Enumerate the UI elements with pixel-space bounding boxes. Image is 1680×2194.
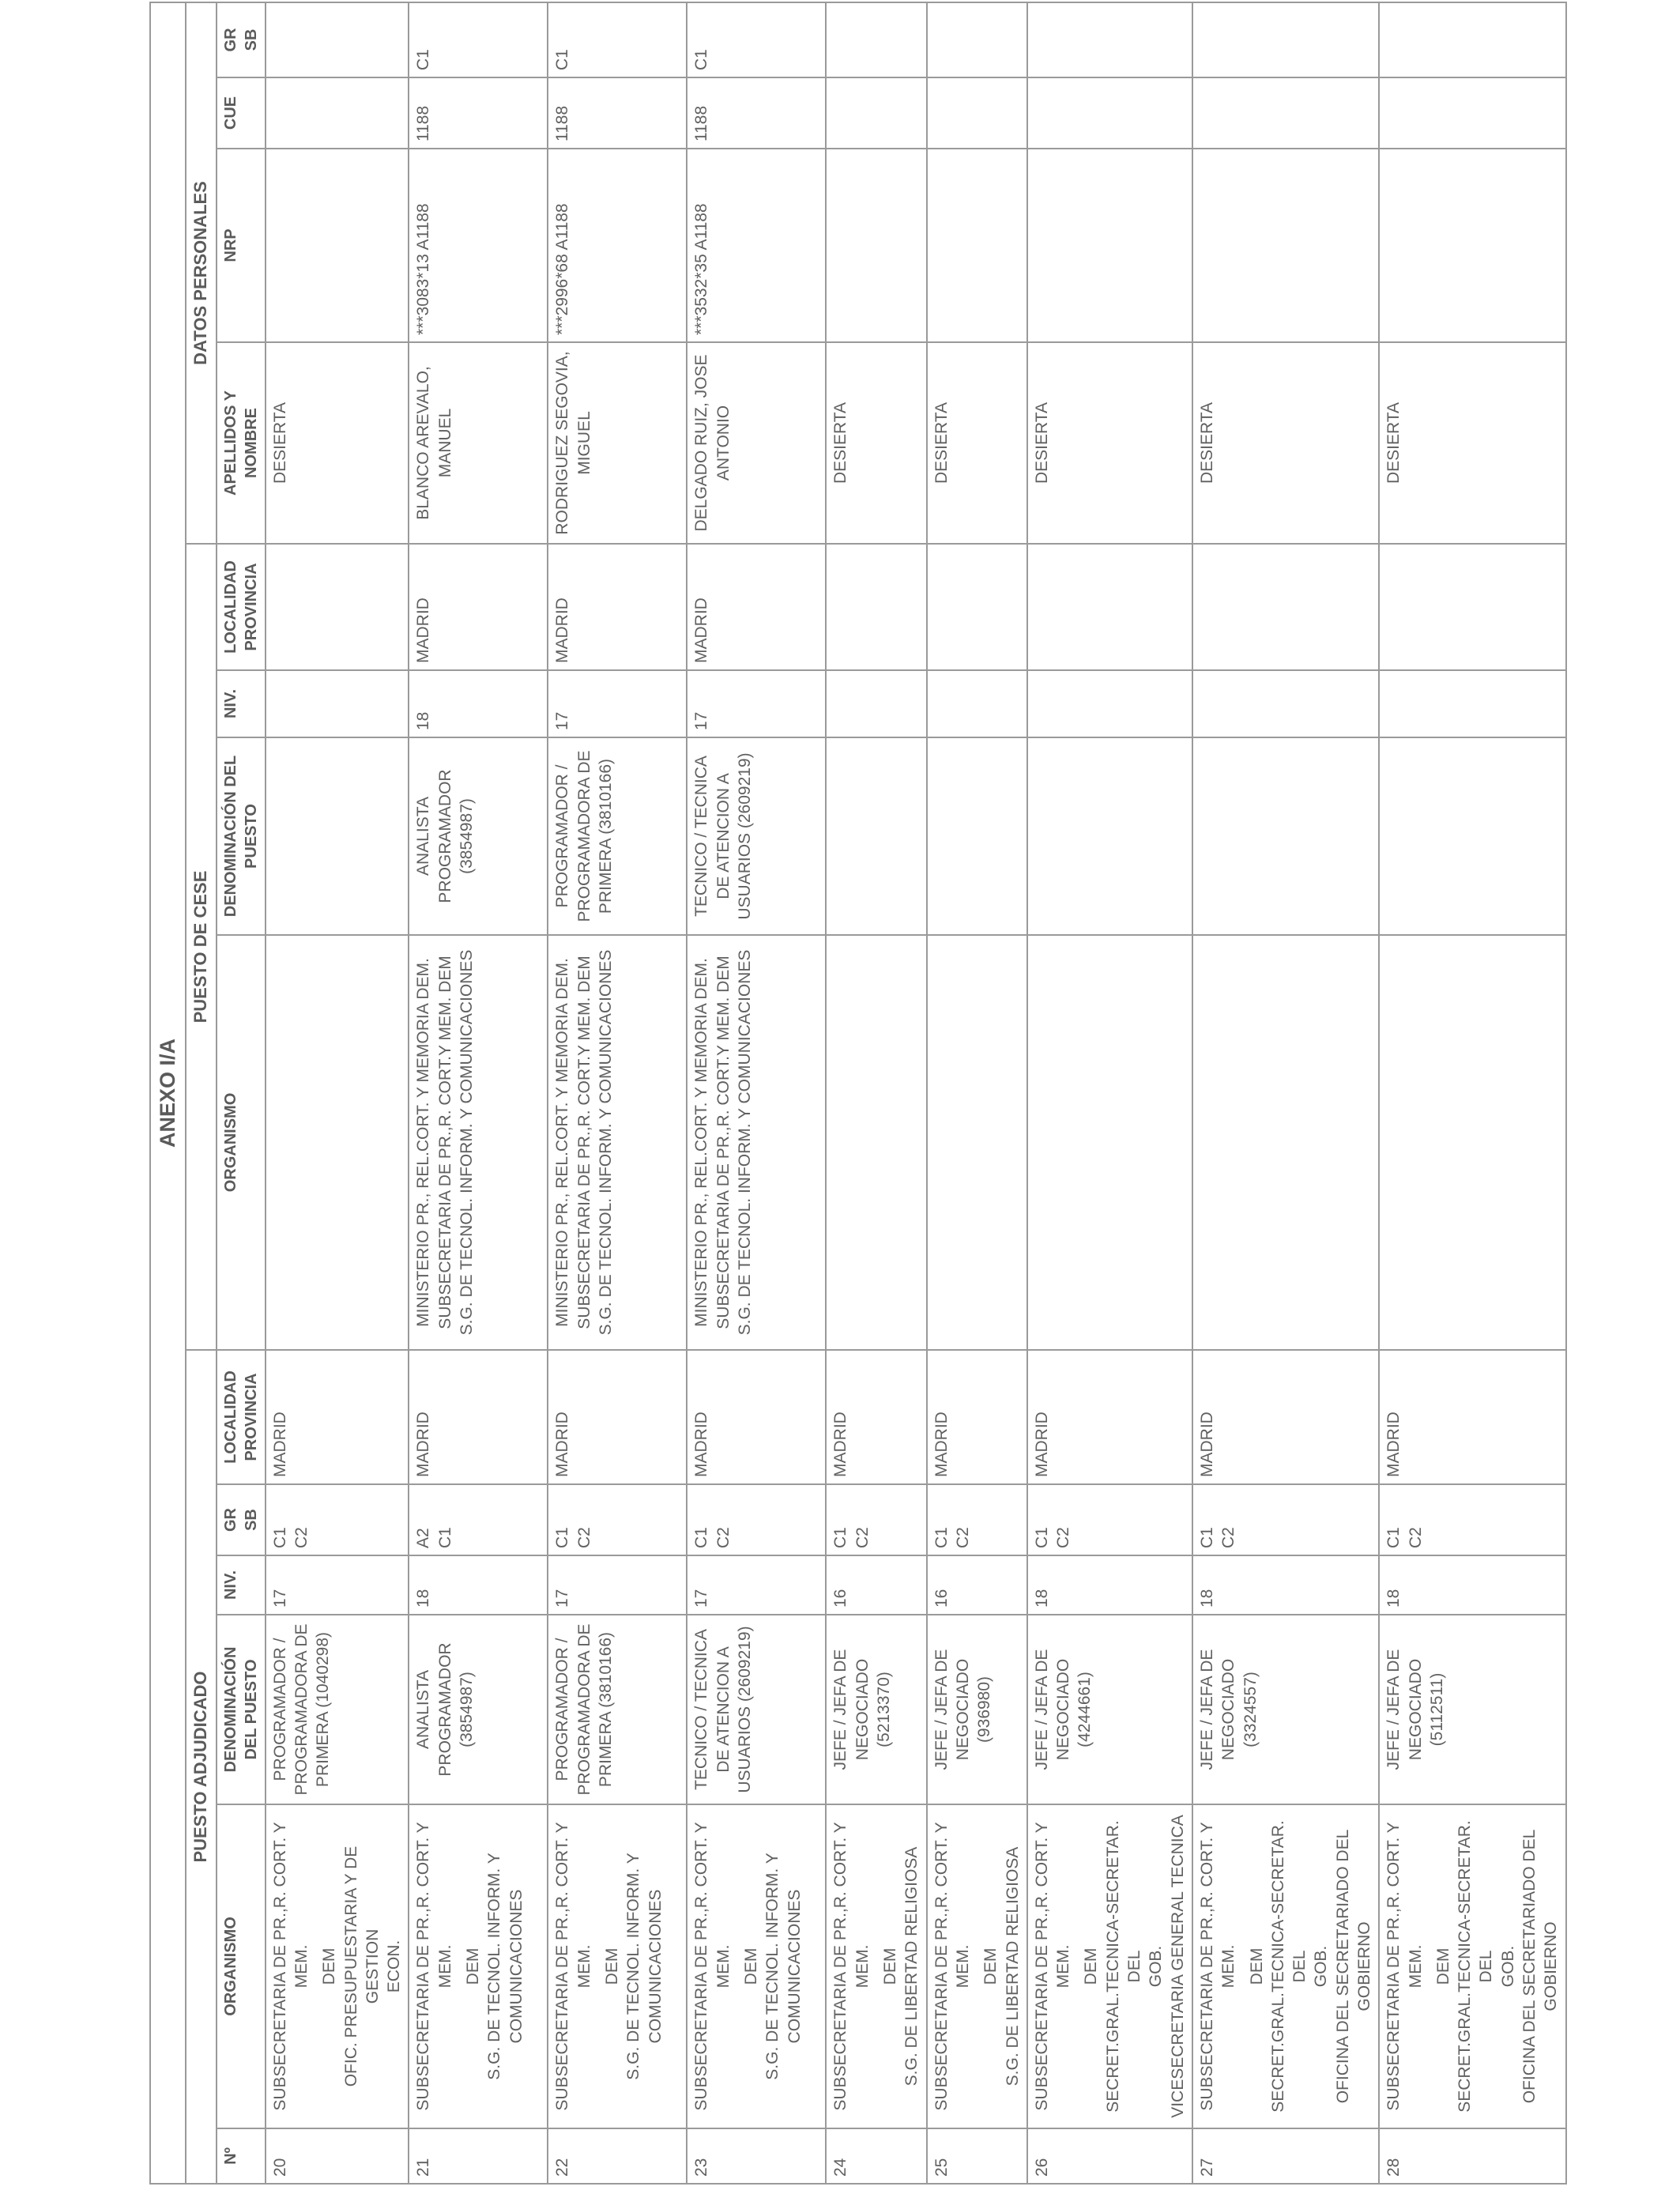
cese-denominacion: TECNICO / TECNICA DE ATENCION A USUARIOS (2609219) [687,737,826,935]
adj-organismo: SUBSECRETARIA DE PR.,R. CORT. Y MEM. DEM SECRET.GRAL.TECNICA-SECRETAR. DEL GOB. VICESECRETARIA GENERAL TECNICA [1027,1804,1192,2128]
col-cue: CUE [217,77,266,149]
cese-organismo [826,935,926,1350]
col-apellidos-nombre: APELLIDOS Y NOMBRE [217,342,266,544]
row-number: 23 [687,2128,826,2184]
nrp: ***3083*13 A1188 [409,149,548,342]
row-number: 25 [927,2128,1027,2184]
cese-localidad: MADRID [548,544,687,670]
group-puesto-adjudicado: PUESTO ADJUDICADO [186,1350,217,2184]
cue: 1188 [687,77,826,149]
nrp [1192,149,1379,342]
adj-nivel: 18 [1379,1555,1565,1615]
adj-organismo: SUBSECRETARIA DE PR.,R. CORT. Y MEM. DEM S.G. DE TECNOL. INFORM. Y COMUNICACIONES [548,1804,687,2128]
table-row [548,2,687,2184]
group-puesto-cese: PUESTO DE CESE [186,544,217,1350]
cese-organismo: MINISTERIO PR., REL.CORT. Y MEMORIA DEM. SUBSECRETARIA DE PR.,R. CORT.Y MEM. DEM S.G. DE TECNOL. INFORM. Y COMUNICACIONES [548,935,687,1350]
adj-gr-sb: A2 C1 [409,1484,548,1555]
adj-organismo: SUBSECRETARIA DE PR.,R. CORT. Y MEM. DEM S.G. DE TECNOL. INFORM. Y COMUNICACIONES [409,1804,548,2128]
cese-nivel [826,670,926,737]
cue [1192,77,1379,149]
nrp [826,149,926,342]
adj-gr-sb: C1 C2 [1027,1484,1192,1555]
cese-localidad [1192,544,1379,670]
row-number: 20 [266,2128,409,2184]
row-number: 27 [1192,2128,1379,2184]
cese-localidad [826,544,926,670]
adj-nivel: 17 [548,1555,687,1615]
adj-denominacion: JEFE / JEFA DE NEGOCIADO (5112511) [1379,1615,1565,1804]
gr-sb: C1 [409,2,548,77]
adj-denominacion: TECNICO / TECNICA DE ATENCION A USUARIOS (2609219) [687,1615,826,1804]
cese-nivel [1192,670,1379,737]
cue [826,77,926,149]
table-row [1379,2,1565,2184]
adj-organismo: SUBSECRETARIA DE PR.,R. CORT. Y MEM. DEM SECRET.GRAL.TECNICA-SECRETAR. DEL GOB. OFICINA DEL SECRETARIADO DEL GOBIERNO [1379,1804,1565,2128]
cue [1379,77,1565,149]
adj-localidad: MADRID [927,1350,1027,1484]
group-datos-personales: DATOS PERSONALES [186,2,217,544]
gr-sb [1379,2,1565,77]
cese-organismo: MINISTERIO PR., REL.CORT. Y MEMORIA DEM. SUBSECRETARIA DE PR.,R. CORT.Y MEM. DEM S.G. DE TECNOL. INFORM. Y COMUNICACIONES [687,935,826,1350]
col-adj-localidad: LOCALIDAD PROVINCIA [217,1350,266,1484]
cese-localidad [927,544,1027,670]
col-cese-organismo: ORGANISMO [217,935,266,1350]
adj-denominacion: JEFE / JEFA DE NEGOCIADO (5213370) [826,1615,926,1804]
cese-organismo [1192,935,1379,1350]
table-row [1027,2,1192,2184]
col-cese-denominacion: DENOMINACIÓN DEL PUESTO [217,737,266,935]
row-number: 26 [1027,2128,1192,2184]
cese-localidad [266,544,409,670]
apellidos-nombre: DELGADO RUIZ, JOSE ANTONIO [687,342,826,544]
cese-nivel [927,670,1027,737]
adj-localidad: MADRID [266,1350,409,1484]
table-row [687,2,826,2184]
adj-organismo: SUBSECRETARIA DE PR.,R. CORT. Y MEM. DEM S.G. DE TECNOL. INFORM. Y COMUNICACIONES [687,1804,826,2128]
gr-sb [927,2,1027,77]
adj-localidad: MADRID [1192,1350,1379,1484]
cue [1027,77,1192,149]
gr-sb: C1 [548,2,687,77]
apellidos-nombre: DESIERTA [1192,342,1379,544]
adj-organismo: SUBSECRETARIA DE PR.,R. CORT. Y MEM. DEM S.G. DE LIBERTAD RELIGIOSA [826,1804,926,2128]
apellidos-nombre: DESIERTA [1379,342,1565,544]
gr-sb [1192,2,1379,77]
adj-localidad: MADRID [548,1350,687,1484]
adj-denominacion: JEFE / JEFA DE NEGOCIADO (936980) [927,1615,1027,1804]
row-number: 24 [826,2128,926,2184]
col-adj-denominacion: DENOMINACIÓN DEL PUESTO [217,1615,266,1804]
adj-localidad: MADRID [687,1350,826,1484]
table-body [266,2,1566,2184]
adj-organismo: SUBSECRETARIA DE PR.,R. CORT. Y MEM. DEM OFIC. PRESUPUESTARIA Y DE GESTION ECON. [266,1804,409,2128]
cese-localidad: MADRID [687,544,826,670]
cese-denominacion [1192,737,1379,935]
cese-localidad [1379,544,1565,670]
table-row [927,2,1027,2184]
cese-nivel: 18 [409,670,548,737]
adj-localidad: MADRID [826,1350,926,1484]
adj-nivel: 16 [927,1555,1027,1615]
annex-title: ANEXO I/A [150,2,186,2184]
adj-localidad: MADRID [1027,1350,1192,1484]
nrp [1027,149,1192,342]
adj-nivel: 18 [1192,1555,1379,1615]
cese-denominacion [1379,737,1565,935]
adj-nivel: 17 [266,1555,409,1615]
table-row [1192,2,1379,2184]
col-cese-nivel: NIV. [217,670,266,737]
cese-organismo [927,935,1027,1350]
adj-organismo: SUBSECRETARIA DE PR.,R. CORT. Y MEM. DEM S.G. DE LIBERTAD RELIGIOSA [927,1804,1027,2128]
nrp [927,149,1027,342]
adj-denominacion: PROGRAMADOR / PROGRAMADORA DE PRIMERA (3810166) [548,1615,687,1804]
apellidos-nombre: DESIERTA [1027,342,1192,544]
adj-gr-sb: C1 C2 [548,1484,687,1555]
cese-nivel: 17 [548,670,687,737]
cese-localidad: MADRID [409,544,548,670]
cese-organismo [1027,935,1192,1350]
cue: 1188 [548,77,687,149]
cese-nivel: 17 [687,670,826,737]
adj-nivel: 18 [409,1555,548,1615]
cue [927,77,1027,149]
adj-gr-sb: C1 C2 [927,1484,1027,1555]
apellidos-nombre: BLANCO AREVALO, MANUEL [409,342,548,544]
cese-organismo [266,935,409,1350]
adj-denominacion: ANALISTA PROGRAMADOR (3854987) [409,1615,548,1804]
cese-nivel [1379,670,1565,737]
col-num: Nº [217,2128,266,2184]
adj-denominacion: PROGRAMADOR / PROGRAMADORA DE PRIMERA (1040298) [266,1615,409,1804]
adj-nivel: 17 [687,1555,826,1615]
col-adj-nivel: NIV. [217,1555,266,1615]
adj-localidad: MADRID [1379,1350,1565,1484]
gr-sb: C1 [687,2,826,77]
nrp: ***3532*35 A1188 [687,149,826,342]
row-number: 28 [1379,2128,1565,2184]
apellidos-nombre: DESIERTA [266,342,409,544]
gr-sb [1027,2,1192,77]
apellidos-nombre: RODRIGUEZ SEGOVIA, MIGUEL [548,342,687,544]
cue: 1188 [409,77,548,149]
col-nrp: NRP [217,149,266,342]
cese-denominacion [266,737,409,935]
adj-organismo: SUBSECRETARIA DE PR.,R. CORT. Y MEM. DEM SECRET.GRAL.TECNICA-SECRETAR. DEL GOB. OFICINA DEL SECRETARIADO DEL GOBIERNO [1192,1804,1379,2128]
cese-organismo: MINISTERIO PR., REL.CORT. Y MEMORIA DEM. SUBSECRETARIA DE PR.,R. CORT.Y MEM. DEM S.G. DE TECNOL. INFORM. Y COMUNICACIONES [409,935,548,1350]
table-row [266,2,409,2184]
table-row [409,2,548,2184]
col-gr-sb: GR SB [217,2,266,77]
apellidos-nombre: DESIERTA [927,342,1027,544]
adj-nivel: 16 [826,1555,926,1615]
apellidos-nombre: DESIERTA [826,342,926,544]
cese-denominacion [1027,737,1192,935]
adj-localidad: MADRID [409,1350,548,1484]
cese-denominacion [826,737,926,935]
row-number: 22 [548,2128,687,2184]
cese-organismo [1379,935,1565,1350]
cese-nivel [1027,670,1192,737]
row-number: 21 [409,2128,548,2184]
adj-gr-sb: C1 C2 [687,1484,826,1555]
adj-gr-sb: C1 C2 [1192,1484,1379,1555]
gr-sb [266,2,409,77]
cese-denominacion: ANALISTA PROGRAMADOR (3854987) [409,737,548,935]
adj-denominacion: JEFE / JEFA DE NEGOCIADO (3324557) [1192,1615,1379,1804]
nrp: ***2996*68 A1188 [548,149,687,342]
table-row [826,2,926,2184]
rotated-table-container [149,3,1561,2185]
gr-sb [826,2,926,77]
anexo-table [149,2,1567,2185]
adj-gr-sb: C1 C2 [1379,1484,1565,1555]
nrp [266,149,409,342]
adj-gr-sb: C1 C2 [266,1484,409,1555]
adj-denominacion: JEFE / JEFA DE NEGOCIADO (4244661) [1027,1615,1192,1804]
adj-nivel: 18 [1027,1555,1192,1615]
adj-gr-sb: C1 C2 [826,1484,926,1555]
col-adj-gr-sb: GR SB [217,1484,266,1555]
cese-localidad [1027,544,1192,670]
cue [266,77,409,149]
col-adj-organismo: ORGANISMO [217,1804,266,2128]
cese-denominacion [927,737,1027,935]
cese-denominacion: PROGRAMADOR / PROGRAMADORA DE PRIMERA (3810166) [548,737,687,935]
nrp [1379,149,1565,342]
col-cese-localidad: LOCALIDAD PROVINCIA [217,544,266,670]
cese-nivel [266,670,409,737]
